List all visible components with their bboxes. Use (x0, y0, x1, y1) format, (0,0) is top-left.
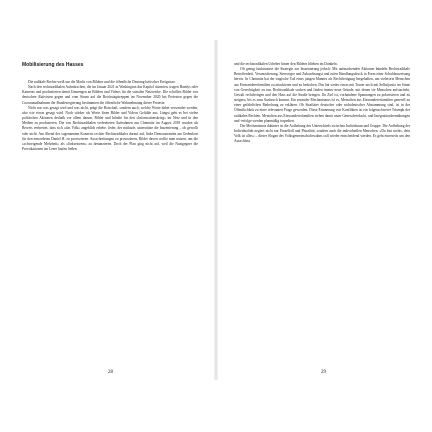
paragraph: Oft genug funktioniert die Strategie zur Inszenierung jedoch: Mit aufmachenden Aktionen bündeln Rechtsradikale Betroffenheit, Verunsicherung, Stereotype und Zukunftsangst und rufen Handlungsdruck in Form einer Schuldzuweisung hervor. In Chemnitz hat der tragische Tod eines jungen Mannes als Rechtfertigung hergehalten, um vielerorts Menschen aus Einwandererfamilien zu attackieren und zu bedrohen. Das hat weder etwas mit Trauer noch mit Selbstjustiz im Sinne von Gerechtigkeit zu tun. Rechtsradikale suchen und finden immer neue Gründe, mit denen sie Menschen aufstacheln, Gewalt rechtfertigen und den Hass auf die Straße bringen. Ihr Ziel ist, vorhandene Spannungen zu polarisieren und zu steigern, bis es zum Ausbruch kommt. Ein zentraler Mechanismus ist es, Menschen aus Einwandererfamilien generell zu einer gefährlichen Bedrohung zu erklären. Ob Straftäter deutscher oder nichtdeutscher Abstammung sind, ist in der Öffentlichkeit zu einer relevanten Frage geworden. Diese Erinnerung von Konflikten ist ein folgenschwerer Triumph der radikalen Rechten. Menschen aus Einwandererfamilien stehen damit unter Generalverdacht, und Integrationsbemühungen und -erfolge werden planmäßig torpediert. (234, 67, 410, 123)
paragraph: Die radikale Rechte weiß um die Macht von Bildern und die öffentliche Deutung kritischer Ereignisse. (28, 80, 176, 84)
right-page (234, 62, 410, 362)
paragraph: und die rechtsradikalen Urheber hinter den Bildern blieben im Dunkeln. (234, 62, 338, 66)
page-number-left: 28 (108, 370, 113, 375)
paragraph: Der Mechanismus dahinter ist die Aufhebung des Unterschieds zwischen Individuum und Gruppe. Die Aufhebung der Individualität negiert nicht nur Einzelfall und Pluralität, sondern auch die individuellen Menschen. »Du bist nichts, dein Volk ist alles« – dieser Slogan des Volksgemeinschaftswahns soll wieder entscheidend werden. Es geht einerseits um den Ausschluss (234, 123, 410, 144)
paragraph: Nicht nur was gesagt wird und was nicht, prägt die Botschaft, sondern auch, welche Worte dabei verwendet werden, also wie etwas gesagt wird. Noch stärker als Worte lösen Bilder und Videos Gefühle aus. Längst geht es bei vielen politischen Aktionen deshalb vor allem darum, Bilder und Inhalte für den »Informationskrieg« im Netz und in den Medien zu produzieren. Die von Rechtsradikalen verbreiteten Aufnahmen aus Chemnitz im August 2018 wurden als Beweis verbreitet, dass sich »das Volk« angeblich erhebe. Jeder, der mitlaufe, unterstütze die Inszenierung – ob gewollt oder nicht. Am Abend des sogenannten Konzerts rechter Rechtsradikaler darauf auf, linke Demonstranten am Gedenkort für den ermordeten Daniel H. zu provozieren. Ausschreitungen zu provozieren, Bilder davon wollte man nutzen, um die »schweigende Mehrheit« als »linksextrem« zu denunzieren. Doch der Plan ging nicht auf, weil die Nazigegner die Provokationen ins Leere laufen ließen. (22, 105, 198, 152)
running-head: Mobilisierung des Hasses (22, 62, 84, 68)
left-page (22, 62, 198, 362)
book-gutter (214, 40, 218, 380)
page-number-right: 29 (321, 370, 326, 375)
paragraph: Nach den rechtsradikalen Aufmärschen, die im Januar 2021 in Washington das Kapitol stürmten, trugen Handys oder Kameras und produzierten damit Unmengen an Bildern und Videos für die sozialen Netzwerke. Die schrillen Bilder von deutschen Aktivisten gegen und vom Sturm auf die Reichstagstreppen im November 2020 bei Protesten gegen die Coronamaßnahmen der Bundesregierung bestimmten die öffentliche Wahrnehmung dieser Proteste. (22, 85, 198, 105)
